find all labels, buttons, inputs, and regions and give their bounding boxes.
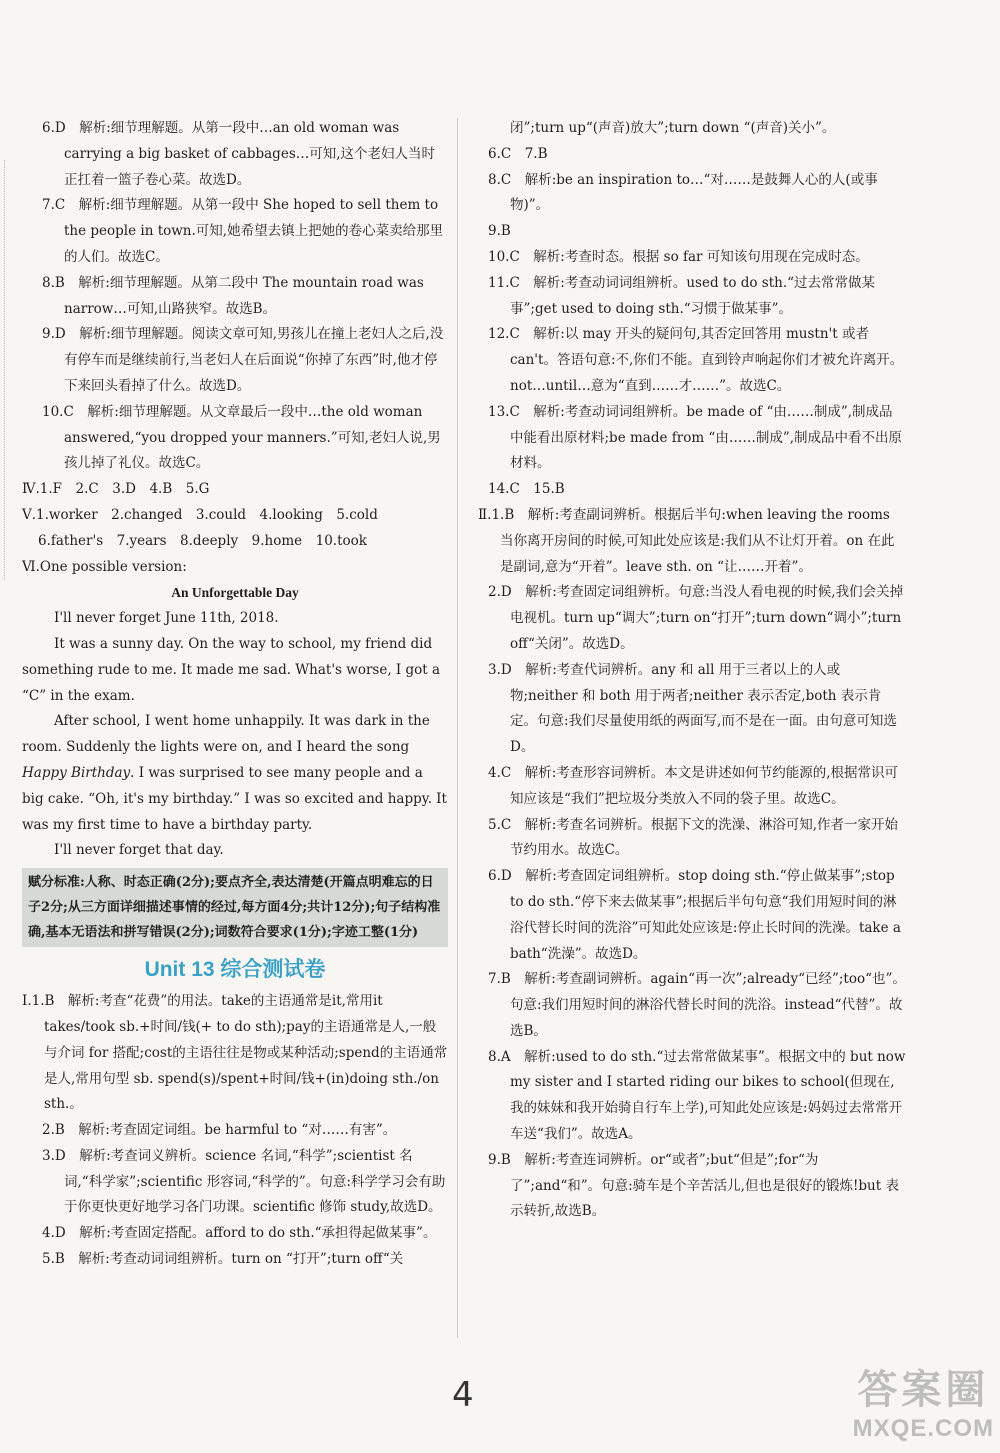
unit-answer-1: Ⅰ.1.B 解析:考查“花费”的用法。take的主语通常是it,常用it takes/took sb.+时间/钱(+ to do sth);pay的主语通常是人,一般与介词 for 搭配;cost的主语往往是物或某种活动;spend的主语通常是人,常用句型 sb. spend(s)/spent+时间/钱+(in)doing sth./on sth.。 (22, 993, 448, 1113)
essay-paragraph-1: I'll never forget June 11th, 2018. (54, 610, 279, 627)
section-2-answer-2: 2.D 解析:考查固定词组辨析。句意:当没人看电视的时候,我们会关掉电视机。turn up“调大”;turn on“打开”;turn down“调小”;turn off“关闭”。故选D。 (488, 584, 904, 652)
watermark-bottom: MXQE.COM (852, 1415, 994, 1442)
section-2-answer-6: 6.D 解析:考查固定词组辨析。stop doing sth.“停止做某事”;stop to do sth.“停下来去做某事”;根据后半句句意“我们用短时间的淋浴代替长时间的洗浴”可知此处应该是:停止长时间的洗澡。take a bath“洗澡”。故选D。 (488, 868, 901, 962)
song-title: Happy Birthday (22, 764, 131, 781)
unit-answer-5: 5.B 解析:考查动词词组辨析。turn on “打开”;turn off“关 (42, 1251, 404, 1268)
answer-8: 8.B 解析:细节理解题。从第二段中 The mountain road was narrow…可知,山路狭窄。故选B。 (42, 274, 424, 317)
section-2-answer-7: 7.B 解析:考查副词辨析。again“再一次”;already“已经”;too“也”。句意:我们用短时间的淋浴代替长时间的洗浴。instead“代替”。故选B。 (488, 971, 906, 1039)
essay-p3-part-b: . I was surprised to see many people and a big cake. “Oh, it's my birthday.” I was so excited and happy. It was my first time to have a birthday party. (22, 764, 447, 833)
answer-11: 11.C 解析:考查动词词组辨析。used to do sth.“过去常常做某事”;get used to doing sth.“习惯于做某事”。 (488, 274, 876, 317)
essay-paragraph-4: I'll never forget that day. (54, 842, 224, 859)
watermark-logo (853, 1358, 994, 1443)
section-4-answers: Ⅳ.1.F 2.C 3.D 4.B 5.G (22, 481, 210, 498)
answer-9: 9.B (488, 223, 511, 240)
section-2-answer-1: Ⅱ.1.B 解析:考查副词辨析。根据后半句:when leaving the rooms 当你离开房间的时候,可知此处应该是:我们从不让灯开着。on 在此是副词,意为“开着”。leave sth. on “让……开着”。 (478, 506, 895, 575)
continued-answer-5: 闭”;turn up“(声音)放大”;turn down “(声音)关小”。 (510, 120, 836, 136)
answer-10: 10.C 解析:考查时态。根据 so far 可知该句用现在完成时态。 (488, 248, 869, 265)
left-column (22, 116, 448, 1273)
section-2-answer-5: 5.C 解析:考查名词辨析。根据下文的洗澡、淋浴可知,作者一家开始节约用水。故选C。 (488, 816, 899, 859)
answer-8: 8.C 解析:be an inspiration to…“对……是鼓舞人心的人(或事物)”。 (488, 171, 878, 214)
answer-7: 7.C 解析:细节理解题。从第一段中 She hoped to sell them to the people in town.可知,她希望去镇上把她的卷心菜卖给那里的人们。故选C。 (42, 197, 444, 265)
right-column (478, 116, 906, 1225)
essay-paragraph-2: It was a sunny day. On the way to school, my friend did something rude to me. It made me sad. What's worse, I got a “C” in the exam. (22, 635, 441, 704)
unit-title: Unit 13 综合测试卷 (144, 958, 326, 982)
section-6-heading: Ⅵ.One possible version: (22, 558, 187, 575)
scoring-criteria: 赋分标准:人称、时态正确(2分);要点齐全,表达清楚(开篇点明难忘的日子2分;从三方面详细描述事情的经过,每方面4分;共计12分);句子结构准确,基本无语法和拼写错误(2分);词数符合要求(1分);字迹工整(1分) (22, 868, 448, 947)
answer-14-15: 14.C 15.B (488, 481, 565, 498)
margin-mark (4, 160, 7, 580)
unit-answer-3: 3.D 解析:考查词义辨析。science 名词,“科学”;scientist 名词,“科学家”;scientific 形容词,“科学的”。句意:科学学习会有助于你更快更好地学习各门功课。scientific 修饰 study,故选D。 (42, 1147, 446, 1216)
unit-answer-2: 2.B 解析:考查固定词组。be harmful to “对……有害”。 (42, 1122, 397, 1139)
essay-title: An Unforgettable Day (171, 585, 299, 601)
section-5-answers-a: Ⅴ.1.worker 2.changed 3.could 4.looking 5.cold (22, 506, 378, 523)
section-2-answer-4: 4.C 解析:考查形容词辨析。本文是讲述如何节约能源的,根据常识可知应该是“我们”把垃圾分类放入不同的袋子里。故选C。 (488, 764, 899, 807)
essay-p3-part-a: After school, I went home unhappily. It was dark in the room. Suddenly the lights were on, and I heard the song (22, 713, 430, 756)
section-2-answer-8: 8.A 解析:used to do sth.“过去常常做某事”。根据文中的 but now my sister and I started riding our bikes to school(但现在,我的妹妹和我开始骑自行车上学),可知此处应该是:妈妈过去常常开车送“我们”。故选A。 (488, 1048, 906, 1143)
essay-paragraph-3 (22, 709, 448, 838)
watermark-top: 答案圈 (857, 1368, 990, 1412)
answer-9: 9.D 解析:细节理解题。阅读文章可知,男孩儿在撞上老妇人之后,没有停车而是继续前行,当老妇人在后面说“你掉了东西”时,他才停下来回头看掉了什么。故选D。 (42, 326, 444, 394)
column-divider (457, 118, 458, 1338)
answer-6-7: 6.C 7.B (488, 145, 548, 162)
section-2-answer-9: 9.B 解析:考查连词辨析。or“或者”;but“但是”;for“为了”;and“和”。句意:骑车是个辛苦活儿,但也是很好的锻炼!but 表示转折,故选B。 (488, 1151, 899, 1220)
section-2-answer-3: 3.D 解析:考查代词辨析。any 和 all 用于三者以上的人或物;neither 和 both 用于两者;neither 表示否定,both 表示肯定。句意:我们尽量使用纸的两面写,而不是在一面。由句意可知选D。 (488, 661, 897, 756)
answer-12: 12.C 解析:以 may 开头的疑问句,其否定回答用 mustn't 或者 can't。答语句意:不,你们不能。直到铃声响起你们才被允许离开。not…until…意为“直到……才……”。故选C。 (488, 326, 904, 394)
answer-13: 13.C 解析:考查动词词组辨析。be made of “由……制成”,制成品中能看出原材料;be made from “由……制成”,制成品中看不出原材料。 (488, 403, 903, 472)
answer-10: 10.C 解析:细节理解题。从文章最后一段中…the old woman answered,“you dropped your manners.”可知,老妇人说,男孩儿掉了礼仪。故选C。 (42, 403, 441, 472)
unit-answer-4: 4.D 解析:考查固定搭配。afford to do sth.“承担得起做某事”。 (42, 1225, 437, 1242)
section-5-answers-b: 6.father's 7.years 8.deeply 9.home 10.took (38, 532, 367, 549)
page-number: 4 (452, 1375, 474, 1415)
answer-6: 6.D 解析:细节理解题。从第一段中…an old woman was carrying a big basket of cabbages…可知,这个老妇人当时正扛着一篮子卷心菜。故选D。 (42, 120, 436, 188)
